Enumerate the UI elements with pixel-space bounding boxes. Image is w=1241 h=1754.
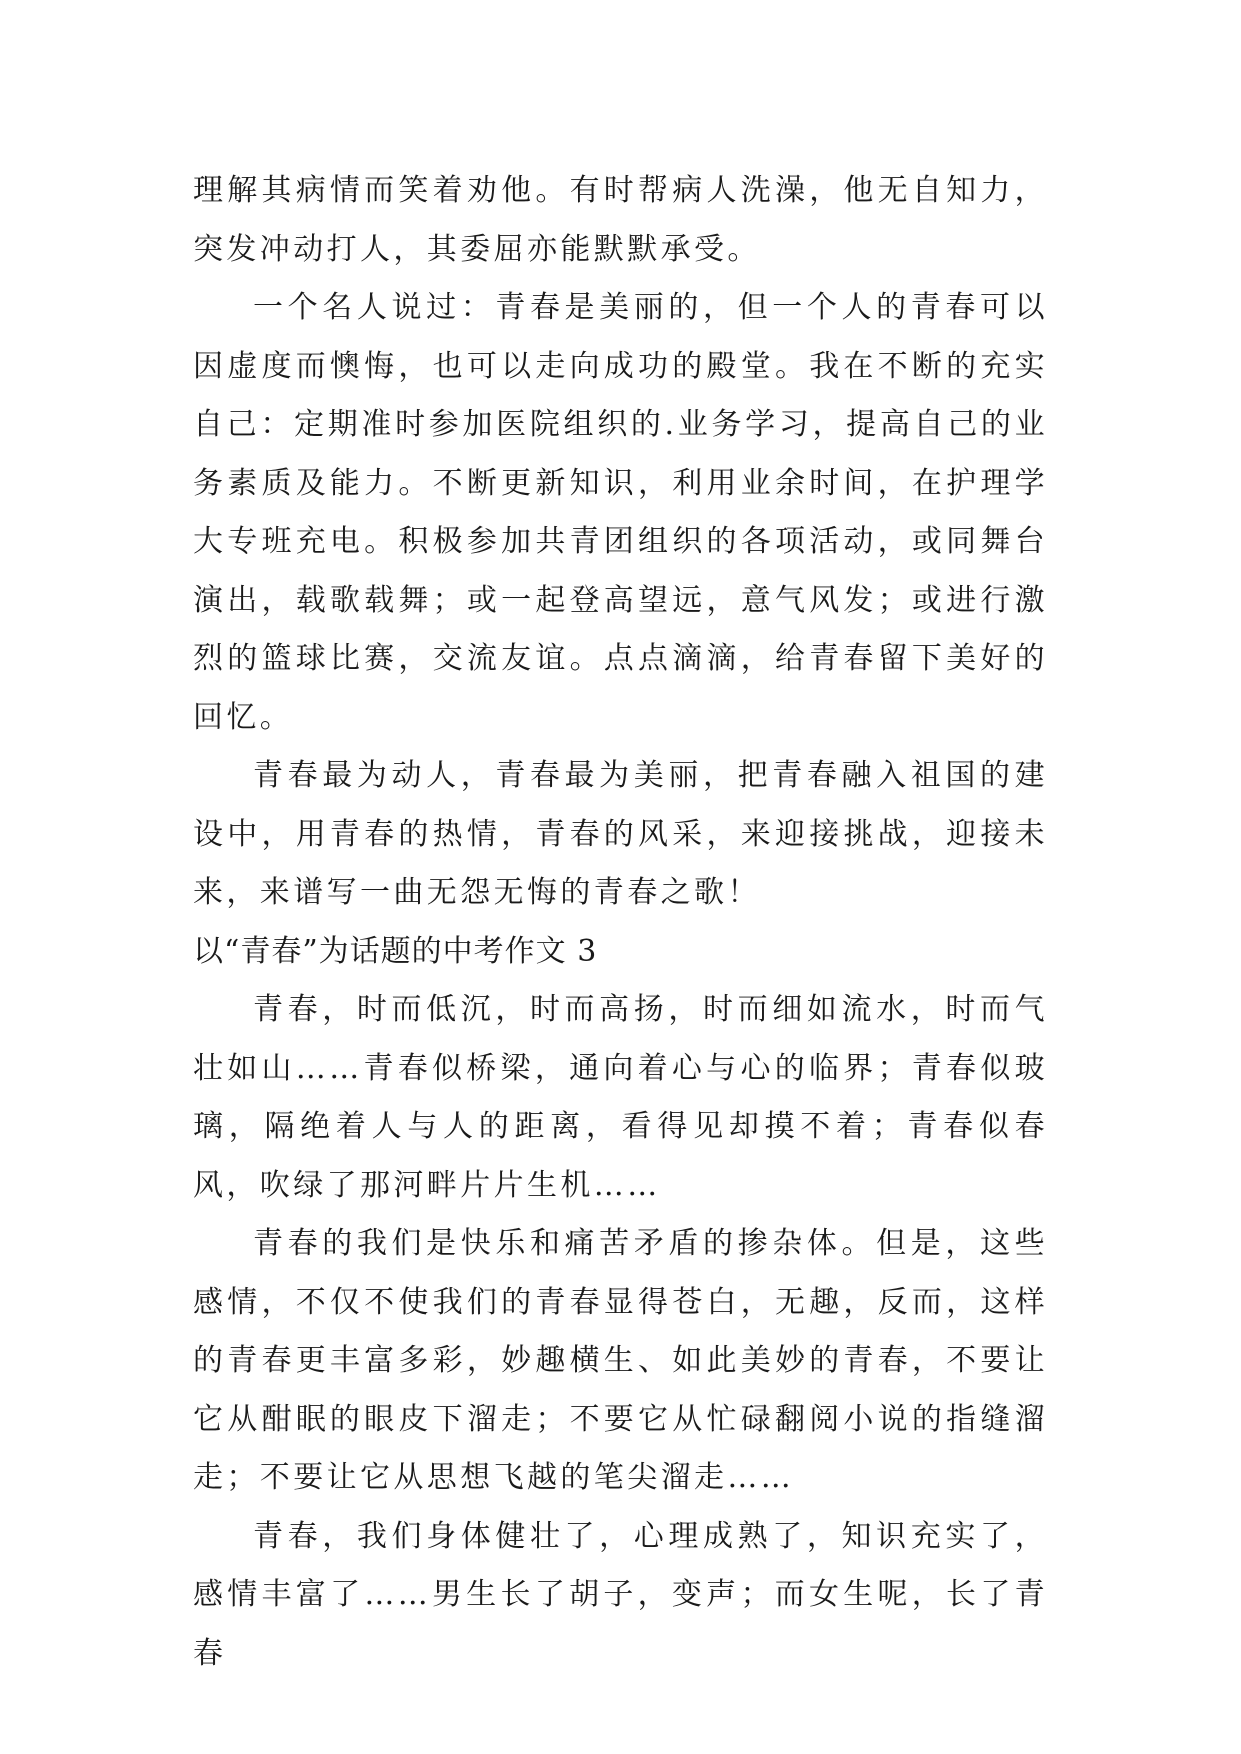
paragraph-3: 青春最为动人，青春最为美丽，把青春融入祖国的建设中，用青春的热情，青春的风采，来迎接挑战，迎接未来，来谱写一曲无怨无悔的青春之歌！	[193, 758, 1048, 910]
document-page	[193, 162, 1048, 1683]
paragraph-2: 一个名人说过：青春是美丽的，但一个人的青春可以因虚度而懊悔，也可以走向成功的殿堂。我在不断的充实自己：定期准时参加医院组织的.业务学习，提高自己的业务素质及能力。不断更新知识，利用业余时间，在护理学大专班充电。积极参加共青团组织的各项活动，或同舞台演出，载歌载舞；或一起登高望远，意气风发；或进行激烈的篮球比赛，交流友谊。点点滴滴，给青春留下美好的回忆。	[193, 290, 1048, 735]
section-paragraph-3: 青春，我们身体健壮了，心理成熟了，知识充实了，感情丰富了……男生长了胡子，变声；而女生呢，长了青春	[193, 1518, 1048, 1671]
section-heading: 以“青春”为话题的中考作文 3	[193, 933, 598, 969]
section-paragraph-2: 青春的我们是快乐和痛苦矛盾的掺杂体。但是，这些感情，不仅不使我们的青春显得苍白，无趣，反而，这样的青春更丰富多彩，妙趣横生、如此美妙的青春，不要让它从酣眠的眼皮下溜走；不要它从忙碌翻阅小说的指缝溜走；不要让它从思想飞越的笔尖溜走……	[193, 1226, 1048, 1495]
section-paragraph-1: 青春，时而低沉，时而高扬，时而细如流水，时而气壮如山……青春似桥梁，通向着心与心的临界；青春似玻璃，隔绝着人与人的距离，看得见却摸不着；青春似春风，吹绿了那河畔片片生机……	[193, 992, 1048, 1203]
paragraph-1: 理解其病情而笑着劝他。有时帮病人洗澡，他无自知力，突发冲动打人，其委屈亦能默默承受。	[193, 173, 1048, 267]
